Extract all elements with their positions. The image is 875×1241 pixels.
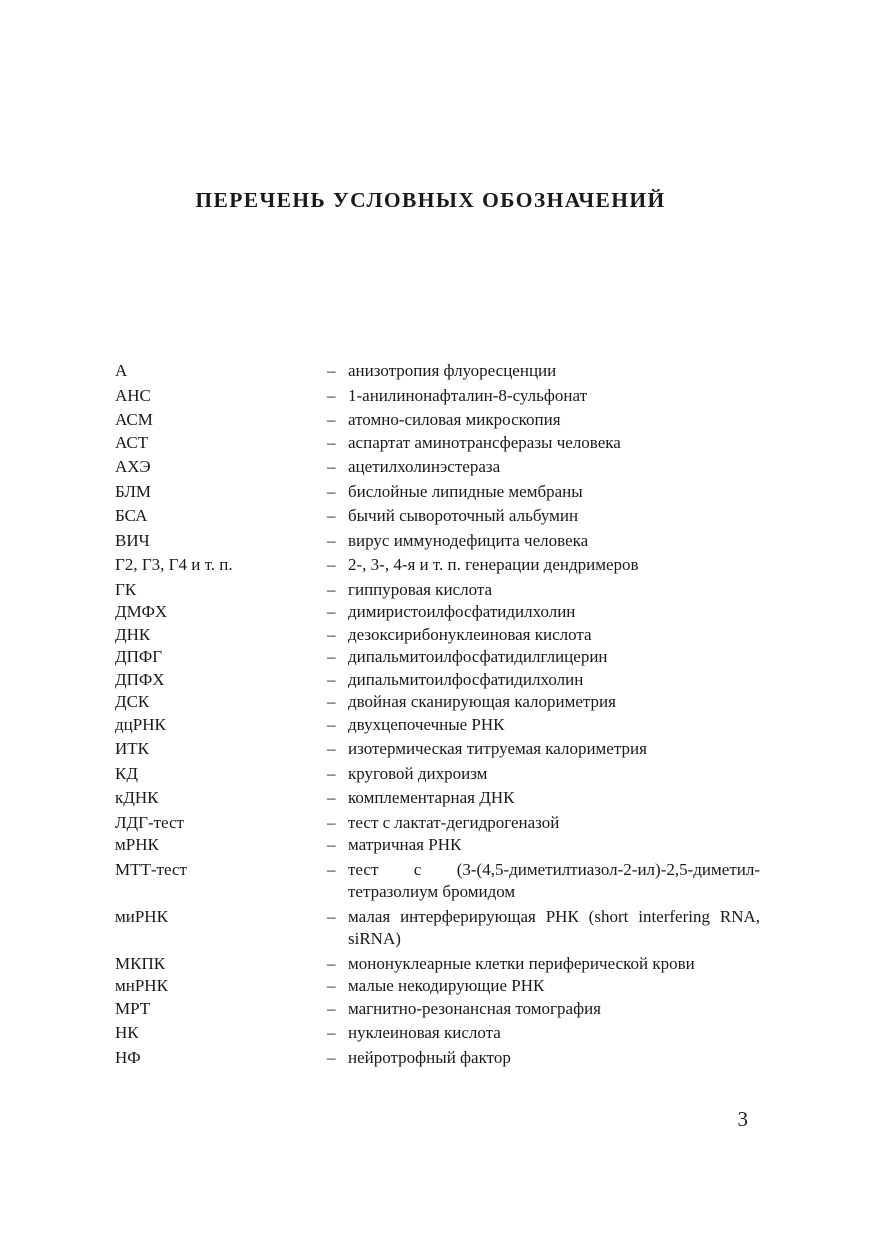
dash: – (327, 906, 336, 926)
abbreviation: ИТК (115, 739, 149, 758)
list-item (115, 787, 755, 810)
list-item (115, 812, 755, 835)
dash: – (327, 647, 336, 666)
list-item (115, 1022, 755, 1045)
abbreviation: А (115, 361, 128, 380)
list-item (115, 738, 755, 761)
definition: димиристоилфосфатидилхолин (348, 602, 576, 621)
dash: – (327, 1023, 336, 1042)
definition: комплементарная ДНК (348, 788, 515, 807)
list-item (115, 691, 755, 714)
definition: дезоксирибонуклеиновая кислота (348, 624, 592, 644)
abbreviation-list (115, 360, 760, 1069)
list-item (115, 554, 755, 577)
abbreviation: МКПК (115, 953, 166, 973)
list-item (115, 505, 755, 528)
abbreviation: АНС (115, 385, 151, 405)
dash: – (327, 998, 336, 1018)
abbreviation: ДНК (115, 624, 151, 644)
list-item (115, 360, 755, 383)
abbreviation: АСМ (115, 410, 153, 429)
dash: – (327, 361, 336, 380)
definition: гиппуровая кислота (348, 579, 493, 599)
list-item (115, 385, 755, 408)
dash: – (327, 457, 336, 476)
list-item (115, 624, 755, 647)
dash: – (327, 506, 336, 525)
abbreviation: ВИЧ (115, 530, 150, 550)
page-number: 3 (737, 1107, 748, 1131)
abbreviation: ГК (115, 579, 137, 599)
definition: двухцепочечные РНК (348, 714, 505, 734)
list-item (115, 456, 755, 479)
definition: тест с лактат-дегидрогеназой (348, 812, 560, 832)
dash: – (327, 739, 336, 758)
abbreviation: МТТ-тест (115, 859, 187, 879)
definition: нуклеиновая кислота (348, 1023, 501, 1042)
definition: дипальмитоилфосфатидилглицерин (348, 647, 608, 666)
list-item (115, 601, 755, 624)
definition: бычий сывороточный альбумин (348, 506, 579, 525)
definition: 1-анилинонафталин-8-сульфонат (348, 385, 588, 405)
definition: анизотропия флуоресценции (348, 361, 557, 380)
dash: – (327, 835, 336, 854)
list-item (115, 409, 755, 432)
list-item (115, 714, 755, 737)
abbreviation: АХЭ (115, 457, 151, 476)
dash: – (327, 859, 336, 879)
list-item (115, 432, 755, 455)
abbreviation: КД (115, 763, 138, 783)
dash: – (327, 812, 336, 832)
abbreviation: ЛДГ-тест (115, 812, 184, 832)
abbreviation: ДПФГ (115, 647, 163, 666)
definition: 2-, 3-, 4-я и т. п. генерации дендримеров (348, 555, 639, 574)
list-item (115, 859, 760, 904)
dash: – (327, 579, 336, 599)
definition: вирус иммунодефицита человека (348, 530, 589, 550)
list-item (115, 763, 755, 786)
abbreviation: БСА (115, 506, 148, 525)
list-item (115, 646, 755, 669)
definition: нейротрофный фактор (348, 1047, 511, 1067)
definition: малая интерферирующая РНК (short interfering RNA, siRNA) (348, 906, 760, 948)
list-item (115, 998, 755, 1021)
dash: – (327, 530, 336, 550)
list-item (115, 530, 755, 553)
dash: – (327, 788, 336, 807)
dash: – (327, 976, 336, 995)
abbreviation: НК (115, 1023, 139, 1042)
list-item (115, 834, 755, 857)
page-title: ПЕРЕЧЕНЬ УСЛОВНЫХ ОБОЗНАЧЕНИЙ (195, 188, 666, 212)
abbreviation: дцРНК (115, 714, 166, 734)
list-item (115, 669, 755, 692)
definition: матричная РНК (348, 835, 462, 854)
definition: малые некодирующие РНК (348, 976, 545, 995)
definition: изотермическая титруемая калориметрия (348, 739, 647, 758)
abbreviation: ДМФХ (115, 602, 168, 621)
definition: мононуклеарные клетки периферической крови (348, 953, 695, 973)
abbreviation: АСТ (115, 432, 149, 452)
abbreviation: НФ (115, 1047, 141, 1067)
definition: ацетилхолинэстераза (348, 457, 501, 476)
abbreviation: МРТ (115, 998, 151, 1018)
dash: – (327, 555, 336, 574)
definition: двойная сканирующая калориметрия (348, 692, 616, 711)
list-item (115, 579, 755, 602)
definition: магнитно-резонансная томография (348, 998, 601, 1018)
definition: круговой дихроизм (348, 763, 488, 783)
dash: – (327, 432, 336, 452)
definition: атомно-силовая микроскопия (348, 410, 561, 429)
definition: дипальмитоилфосфатидилхолин (348, 669, 584, 689)
definition: бислойные липидные мембраны (348, 481, 583, 501)
abbreviation: ДПФХ (115, 669, 165, 689)
dash: – (327, 410, 336, 429)
list-item (115, 481, 755, 504)
abbreviation: мРНК (115, 835, 159, 854)
definition: аспартат аминотрансферазы человека (348, 432, 621, 452)
abbreviation: миРНК (115, 906, 168, 926)
dash: – (327, 953, 336, 973)
abbreviation: Г2, Г3, Г4 и т. п. (115, 555, 233, 574)
dash: – (327, 624, 336, 644)
abbreviation: мнРНК (115, 976, 168, 995)
dash: – (327, 602, 336, 621)
dash: – (327, 385, 336, 405)
dash: – (327, 692, 336, 711)
dash: – (327, 714, 336, 734)
dash: – (327, 1047, 336, 1067)
list-item (115, 906, 760, 951)
list-item (115, 975, 755, 998)
dash: – (327, 481, 336, 501)
definition: тест с (3-(4,5-диметилтиазол-2-ил)-2,5-диметил-тетразолиум бромидом (348, 859, 760, 901)
abbreviation: ДСК (115, 692, 150, 711)
list-item (115, 1047, 755, 1070)
abbreviation: БЛМ (115, 481, 151, 501)
dash: – (327, 669, 336, 689)
dash: – (327, 763, 336, 783)
abbreviation: кДНК (115, 788, 159, 807)
list-item (115, 953, 755, 976)
